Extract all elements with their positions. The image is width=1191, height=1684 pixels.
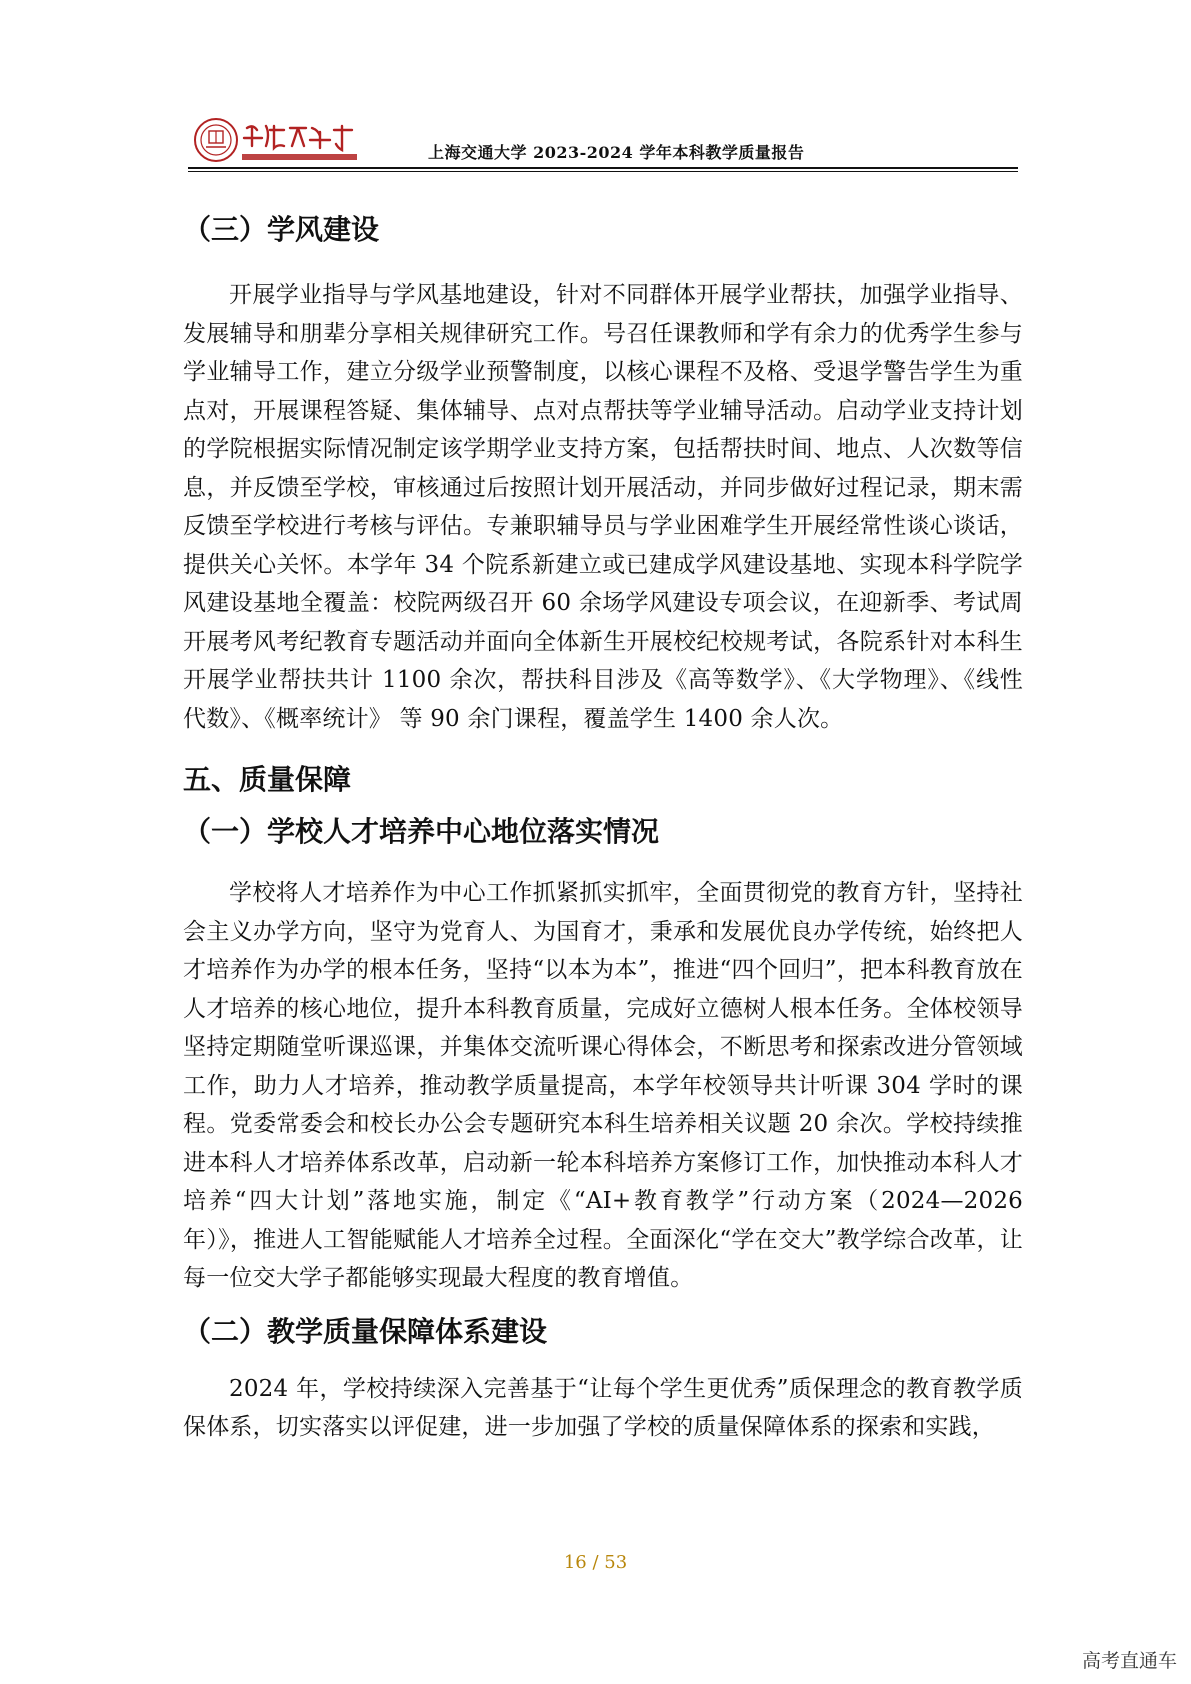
- header-rule-thick: [188, 167, 1018, 169]
- section-heading-quality-system: （二）教学质量保障体系建设: [183, 1314, 548, 1348]
- university-logo: [192, 116, 362, 166]
- header-rule-thin: [188, 171, 1018, 172]
- page-number: 16 / 53: [563, 1552, 628, 1573]
- document-body: [183, 210, 1023, 1447]
- watermark-text: 高考直通车: [1081, 1650, 1177, 1672]
- paragraph-talent-cultivation: 学校将人才培养作为中心工作抓紧抓实抓牢，全面贯彻党的教育方针，坚持社会主义办学方向，坚守为党育人、为国育才，秉承和发展优良办学传统，始终把人才培养作为办学的根本任务，坚持“以本为本”，推进“四个回归”，把本科教育放在人才培养的核心地位，提升本科教育质量，完成好立德树人根本任务。全体校领导坚持定期随堂听课巡课，并集体交流听课心得体会，不断思考和探索改进分管领域工作，助力人才培养，推动教学质量提高，本学年校领导共计听课 304 学时的课程。党委常委会和校长办公会专题研究本科生培养相关议题 20 余次。学校持续推进本科人才培养体系改革，启动新一轮本科培养方案修订工作，加快推动本科人才培养“四大计划”落地实施，制定《“AI+教育教学”行动方案（2024—2026 年）》，推进人工智能赋能人才培养全过程。全面深化“学在交大”教学综合改革，让每一位交大学子都能够实现最大程度的教育增值。: [183, 880, 1023, 1291]
- paragraph-study-style: 开展学业指导与学风基地建设，针对不同群体开展学业帮扶，加强学业指导、发展辅导和朋辈分享相关规律研究工作。号召任课教师和学有余力的优秀学生参与学业辅导工作，建立分级学业预警制度，以核心课程不及格、受退学警告学生为重点对，开展课程答疑、集体辅导、点对点帮扶等学业辅导活动。启动学业支持计划的学院根据实际情况制定该学期学业支持方案，包括帮扶时间、地点、人次数等信息，并反馈至学校，审核通过后按照计划开展活动，并同步做好过程记录，期末需反馈至学校进行考核与评估。专兼职辅导员与学业困难学生开展经常性谈心谈话，提供关心关怀。本学年 34 个院系新建立或已建成学风建设基地、实现本科学院学风建设基地全覆盖：校院两级召开 60 余场学风建设专项会议，在迎新季、考试周开展考风考纪教育专题活动并面向全体新生开展校纪校规考试，各院系针对本科生开展学业帮扶共计 1100 余次，帮扶科目涉及《高等数学》、《大学物理》、《线性代数》、《概率统计》 等 90 余门课程，覆盖学生 1400 余人次。: [183, 282, 1023, 732]
- section-heading-study-style: （三）学风建设: [183, 213, 380, 246]
- section-heading-talent-cultivation: （一）学校人才培养中心地位落实情况: [183, 815, 660, 848]
- paragraph-quality-system: 2024 年，学校持续深入完善基于“让每个学生更优秀”质保理念的教育教学质保体系，切实落实以评促建，进一步加强了学校的质量保障体系的探索和实践，: [183, 1375, 1023, 1440]
- chapter-heading-quality-assurance: 五、质量保障: [183, 763, 352, 796]
- page-header: [188, 112, 1018, 170]
- report-header-title: 上海交通大学 2023-2024 学年本科教学质量报告: [428, 143, 805, 162]
